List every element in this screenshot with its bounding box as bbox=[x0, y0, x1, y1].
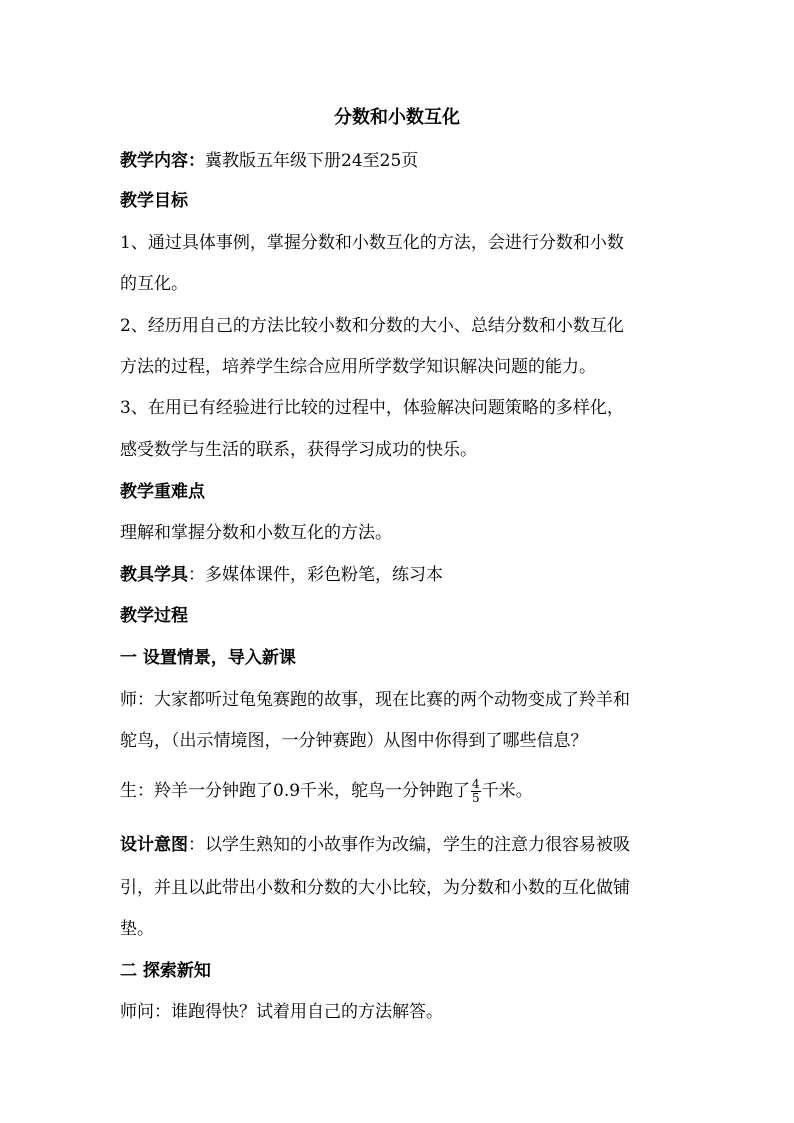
content-line bbox=[120, 150, 418, 172]
goals-heading: 教学目标 bbox=[120, 191, 188, 211]
design-line3: 垫。 bbox=[120, 919, 154, 939]
key-text: 理解和掌握分数和小数互化的方法。 bbox=[120, 523, 392, 543]
fraction bbox=[471, 778, 481, 805]
goal2-line1: 2、经历用自己的方法比较小数和分数的大小、总结分数和小数互化 bbox=[120, 316, 624, 336]
tools-label: 教具学具 bbox=[120, 565, 188, 585]
student-line bbox=[120, 773, 533, 809]
key-heading: 教学重难点 bbox=[120, 482, 205, 502]
process-heading: 教学过程 bbox=[120, 606, 188, 626]
teacher1-line2: 鸵鸟，（出示情境图，一分钟赛跑）从图中你得到了哪些信息？ bbox=[120, 731, 588, 751]
fraction-numerator: 4 bbox=[472, 777, 480, 791]
tools-text: ：多媒体课件，彩色粉笔，练习本 bbox=[188, 565, 443, 585]
page-title: 分数和小数互化 bbox=[334, 107, 460, 128]
content-text: 冀教版五年级下册24至25页 bbox=[205, 151, 419, 171]
goal1-line1: 1、通过具体事例，掌握分数和小数互化的方法，会进行分数和小数 bbox=[120, 233, 624, 253]
section1-heading: 一 设置情景，导入新课 bbox=[120, 648, 296, 668]
section2-heading: 二 探索新知 bbox=[120, 961, 211, 981]
teacher1-line1: 师：大家都听过龟兔赛跑的故事，现在比赛的两个动物变成了羚羊和 bbox=[120, 690, 630, 710]
teacher2-line: 师问：谁跑得快？试着用自己的方法解答。 bbox=[120, 1002, 443, 1022]
tools-line bbox=[120, 564, 443, 586]
goal1-line2: 的互化。 bbox=[120, 274, 188, 294]
goal3-line2: 感受数学与生活的联系，获得学习成功的快乐。 bbox=[120, 440, 477, 460]
design-text: ：以学生熟知的小故事作为改编，学生的注意力很容易被吸 bbox=[188, 835, 630, 855]
design-line1 bbox=[120, 834, 630, 856]
goal2-line2: 方法的过程，培养学生综合应用所学数学知识解决问题的能力。 bbox=[120, 357, 596, 377]
design-label: 设计意图 bbox=[120, 835, 188, 855]
design-line2: 引，并且以此带出小数和分数的大小比较，为分数和小数的互化做铺 bbox=[120, 878, 630, 898]
student-text-before: 生：羚羊一分钟跑了0.9千米，鸵鸟一分钟跑了 bbox=[120, 781, 471, 801]
fraction-denominator: 5 bbox=[472, 791, 480, 805]
student-text-after: 千米。 bbox=[481, 781, 533, 801]
goal3-line1: 3、在用已有经验进行比较的过程中，体验解决问题策略的多样化， bbox=[120, 398, 624, 418]
content-label: 教学内容： bbox=[120, 151, 205, 171]
